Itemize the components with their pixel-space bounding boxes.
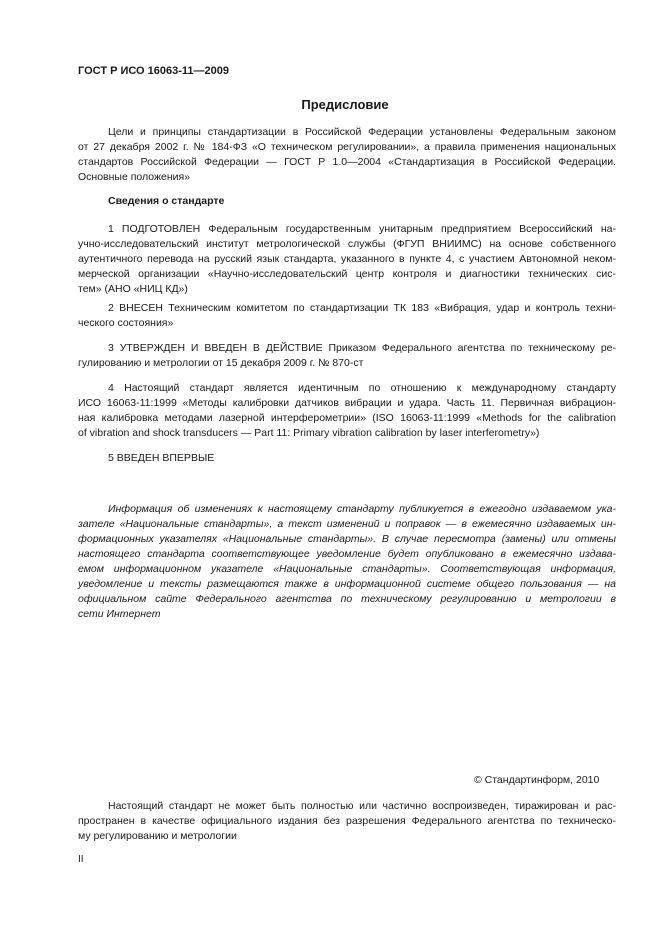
text-line: му регулированию и метрологии bbox=[78, 830, 237, 842]
text-line: пространен в качестве официального издания без разрешения Федерального агентства по техническо- bbox=[78, 815, 616, 827]
item-4-paragraph bbox=[78, 381, 616, 441]
text-line: 3 УТВЕРЖДЕН И ВВЕДЕН В ДЕЙСТВИЕ Приказом Федерального агентства по техническому ре- bbox=[108, 342, 616, 354]
text-line: учно-исследовательский институт метрологической службы (ФГУП ВНИИМС) на основе собственного bbox=[78, 238, 616, 250]
reproduction-notice bbox=[78, 799, 616, 844]
page-number: II bbox=[78, 854, 84, 865]
text-line: ИСО 16063-11:1999 «Методы калибровки датчиков вибрации и удара. Часть 11. Первичная вибрацион- bbox=[78, 397, 616, 409]
section-subheading: Сведения о стандарте bbox=[108, 195, 225, 207]
text-line: Цели и принципы стандартизации в Российской Федерации установлены Федеральным законом bbox=[108, 126, 616, 138]
text-line: тем» (АНО «НИЦ КД») bbox=[78, 283, 188, 295]
text-line: Настоящий стандарт не может быть полностью или частично воспроизведен, тиражирован и рас- bbox=[108, 800, 616, 812]
text-line: 5 ВВЕДЕН ВПЕРВЫЕ bbox=[108, 452, 215, 464]
text-line: Информация об изменениях к настоящему стандарту публикуется в ежегодно издаваемом ука- bbox=[108, 503, 616, 515]
item-3-paragraph bbox=[78, 341, 616, 371]
copyright-notice: © Стандартинформ, 2010 bbox=[474, 774, 600, 786]
text-line: ная калибровка методами лазерной интерферометрии» (ISO 16063-11:1999 «Methods for the calibration bbox=[78, 412, 616, 424]
text-line: аутентичного перевода на русский язык стандарта, указанного в пункте 4, с участием Автономной неком- bbox=[78, 253, 616, 265]
text-line: уведомление и тексты размещаются также в информационной системе общего пользования — на bbox=[78, 578, 616, 590]
text-line: зателе «Национальные стандарты», а текст изменений и поправок — в ежемесячно издаваемых ин- bbox=[78, 518, 616, 530]
item-1-paragraph bbox=[78, 222, 616, 297]
text-line: 2 ВНЕСЕН Техническим комитетом по стандартизации ТК 183 «Вибрация, удар и контроль техни- bbox=[108, 302, 616, 314]
amendment-notice bbox=[78, 502, 616, 622]
page-title: Предисловие bbox=[301, 97, 389, 112]
text-line: of vibration and shock transducers — Part 11: Primary vibration calibration by laser interferometry») bbox=[78, 427, 540, 439]
text-line: 4 Настоящий стандарт является идентичным по отношению к международному стандарту bbox=[108, 382, 616, 394]
text-line: формационных указателях «Национальные стандарты». В случае пересмотра (замены) или отмены bbox=[78, 533, 616, 545]
text-line: настоящего стандарта соответствующее уведомление будет опубликовано в ежемесячно издава- bbox=[78, 548, 616, 560]
text-line: гулированию и метрологии от 15 декабря 2009 г. № 870-ст bbox=[78, 357, 364, 369]
text-line: официальном сайте Федерального агентства по техническому регулированию и метрологии в bbox=[78, 593, 616, 605]
text-line: Основные положения» bbox=[78, 171, 191, 183]
text-line: стандартов Российской Федерации — ГОСТ Р 1.0—2004 «Стандартизация в Российской Федерации. bbox=[78, 156, 616, 168]
document-header: ГОСТ Р ИСО 16063-11—2009 bbox=[78, 65, 230, 77]
item-2-paragraph bbox=[78, 301, 616, 331]
intro-paragraph bbox=[78, 125, 616, 185]
text-line: 1 ПОДГОТОВЛЕН Федеральным государственным унитарным предприятием Всероссийский на- bbox=[108, 223, 616, 235]
text-line: ческого состояния» bbox=[78, 317, 174, 329]
text-line: мерческой организации «Научно-исследовательский центр контроля и диагностики технических сис- bbox=[78, 268, 616, 280]
text-line: сети Интернет bbox=[78, 608, 161, 620]
text-line: емом информационном указателе «Национальные стандарты». Соответствующая информация, bbox=[78, 563, 616, 575]
text-line: от 27 декабря 2002 г. № 184-ФЗ «О техническом регулировании», а правила применения национальных bbox=[78, 141, 616, 153]
item-5-paragraph bbox=[78, 451, 616, 466]
